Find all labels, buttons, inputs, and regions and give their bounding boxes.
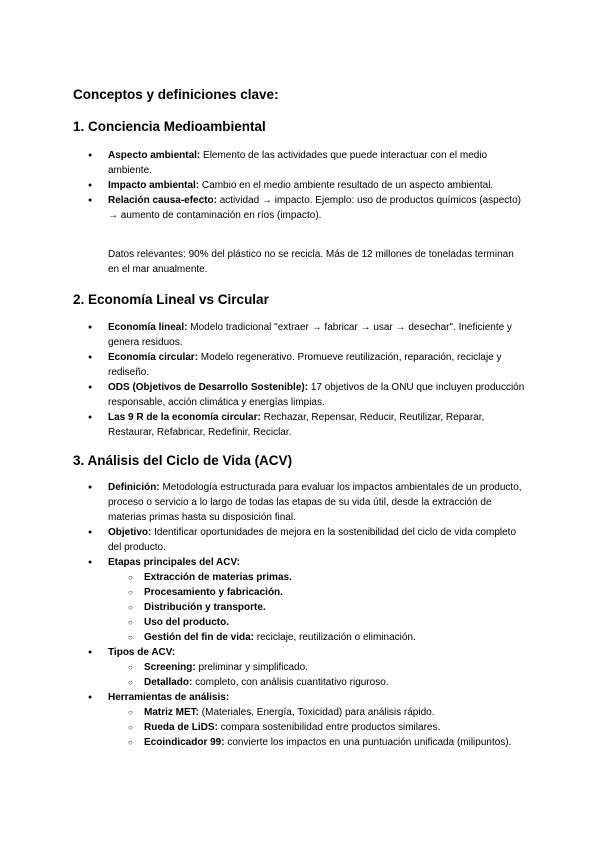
- definition: reciclaje, reutilización o eliminación.: [254, 632, 416, 643]
- term: Procesamiento y fabricación.: [144, 587, 283, 598]
- term: Relación causa-efecto:: [108, 195, 217, 206]
- definition: (Materiales, Energía, Toxicidad) para análisis rápido.: [199, 707, 435, 718]
- data-note: Datos relevantes: 90% del plástico no se recicla. Más de 12 millones de toneladas terminan en el mar anualmente.: [108, 249, 514, 275]
- term: Economía lineal:: [108, 322, 188, 333]
- term: Gestión del fin de vida:: [144, 632, 255, 643]
- section-heading-economia: 2. Economía Lineal vs Circular: [73, 292, 269, 307]
- term: Las 9 R de la economía circular:: [108, 412, 261, 423]
- sub-list: [108, 570, 526, 645]
- term: Aspecto ambiental:: [108, 150, 201, 161]
- sub-list: [108, 705, 526, 750]
- list-item: [86, 320, 526, 350]
- term: Screening:: [144, 662, 196, 673]
- term: Economía circular:: [108, 352, 199, 363]
- section-3-list: [86, 480, 526, 750]
- sub-list-item: [108, 615, 526, 630]
- section-heading-conciencia: 1. Conciencia Medioambiental: [73, 119, 266, 134]
- list-item: [86, 555, 526, 645]
- sub-list: [108, 660, 526, 690]
- sub-list-item: [108, 570, 526, 585]
- list-item: [86, 380, 526, 410]
- list-item: [86, 193, 526, 223]
- term: ODS (Objetivos de Desarrollo Sostenible):: [108, 382, 309, 393]
- list-item: [86, 645, 526, 690]
- list-item: [86, 178, 526, 193]
- term: Tipos de ACV:: [108, 647, 176, 658]
- section-2-list: [86, 320, 526, 440]
- term: Ecoindicador 99:: [144, 737, 225, 748]
- definition: actividad → impacto. Ejemplo: uso de productos químicos (aspecto) → aumento de contaminación en ríos (impacto).: [108, 195, 521, 221]
- definition: convierte los impactos en una puntuación unificada (milipuntos).: [224, 737, 512, 748]
- definition: Metodología estructurada para evaluar los impactos ambientales de un producto, proceso o servicio a lo largo de todas las etapas de su vida útil, desde la extracción de materias primas hasta su disposición final.: [108, 482, 522, 523]
- list-item: [86, 148, 526, 178]
- term: Extracción de materias primas.: [144, 572, 292, 583]
- definition: Cambio en el medio ambiente resultado de un aspecto ambiental.: [199, 180, 494, 191]
- definition: compara sostenibilidad entre productos similares.: [217, 722, 441, 733]
- definition: Modelo tradicional "extraer → fabricar → usar → desechar". Ineficiente y genera residuos.: [108, 322, 512, 348]
- term: Definición:: [108, 482, 160, 493]
- list-item: [86, 690, 526, 750]
- sub-list-item: [108, 585, 526, 600]
- term: Distribución y transporte.: [144, 602, 266, 613]
- list-item: [86, 410, 526, 440]
- definition: Modelo regenerativo. Promueve reutilización, reparación, reciclaje y rediseño.: [108, 352, 502, 378]
- term: Impacto ambiental:: [108, 180, 200, 191]
- term: Detallado:: [144, 677, 193, 688]
- term: Uso del producto.: [144, 617, 229, 628]
- sub-list-item: [108, 675, 526, 690]
- term: Matriz MET:: [144, 707, 199, 718]
- term: Etapas principales del ACV:: [108, 557, 240, 568]
- sub-list-item: [108, 720, 526, 735]
- sub-list-item: [108, 600, 526, 615]
- list-item: [86, 350, 526, 380]
- list-item: [86, 525, 526, 555]
- definition: Elemento de las actividades que puede interactuar con el medio ambiente.: [108, 150, 488, 176]
- sub-list-item: [108, 735, 526, 750]
- sub-list-item: [108, 660, 526, 675]
- section-1-list: [86, 148, 526, 223]
- section-heading-acv: 3. Análisis del Ciclo de Vida (ACV): [73, 453, 293, 468]
- definition: Rechazar, Repensar, Reducir, Reutilizar, Reparar, Restaurar, Refabricar, Redefinir, Reciclar.: [108, 412, 485, 438]
- page-title: Conceptos y definiciones clave:: [73, 87, 279, 102]
- sub-list-item: [108, 630, 526, 645]
- definition: 17 objetivos de la ONU que incluyen producción responsable, acción climática y energías limpias.: [108, 382, 525, 408]
- definition: preliminar y simplificado.: [195, 662, 308, 673]
- term: Objetivo:: [108, 527, 152, 538]
- definition: Identificar oportunidades de mejora en la sostenibilidad del ciclo de vida completo del producto.: [108, 527, 517, 553]
- term: Rueda de LiDS:: [144, 722, 218, 733]
- list-item: [86, 480, 526, 525]
- sub-list-item: [108, 705, 526, 720]
- definition: completo, con análisis cuantitativo riguroso.: [192, 677, 389, 688]
- term: Herramientas de análisis:: [108, 692, 230, 703]
